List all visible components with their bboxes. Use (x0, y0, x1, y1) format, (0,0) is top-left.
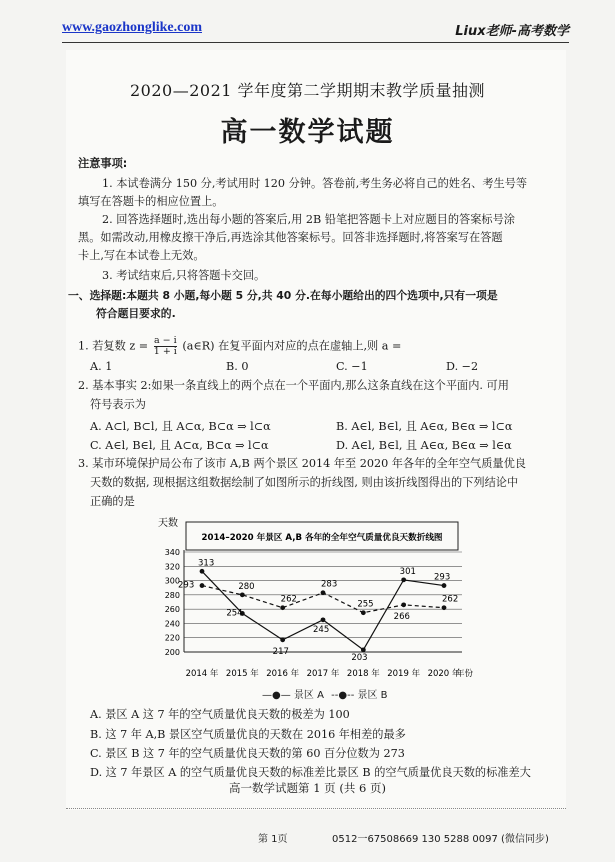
data-label-a: 293 (434, 572, 451, 583)
q3-stem-2: 天数的数据, 现根据这组数据绘制了如图所示的折线图, 则由该折线图得出的下列结论中 (90, 476, 519, 489)
y-tick-label: 340 (164, 548, 180, 557)
x-tick-label: 2017 年 (306, 669, 340, 679)
data-label-b: 266 (393, 611, 410, 622)
q2-stem-2: 符号表示为 (90, 398, 146, 411)
exam-main-title: 高一数学试题 (220, 117, 395, 148)
data-label-b: 283 (321, 579, 338, 590)
notes-line: 3. 考试结束后,只将答题卡交回。 (102, 269, 266, 282)
notes-line: 黑。如需改动,用橡皮擦干净后,再选涂其他答案标号。回答非选择题时,将答案写在答题 (78, 231, 503, 244)
q1-option-d: D. −2 (446, 360, 479, 373)
page-number: 第 1页 (258, 834, 288, 845)
q2-option-d: D. A∈l, B∈l, 且 A∈α, B∈α ⇒ l∈α (336, 439, 512, 452)
line-chart (150, 510, 474, 690)
data-point-b (321, 590, 326, 595)
data-label-a: 301 (399, 566, 416, 577)
y-tick-label: 220 (164, 633, 180, 643)
brand-label: Liux老师-高考数学 (455, 24, 569, 39)
y-tick-label: 280 (164, 590, 180, 600)
y-tick-label: 200 (164, 648, 180, 657)
data-point-b (280, 605, 285, 610)
data-point-a (361, 647, 366, 652)
data-point-a (200, 569, 205, 574)
q1-option-c: C. −1 (336, 360, 368, 373)
q3-option-b: B. 这 7 年 A,B 景区空气质量优良的天数在 2016 年相差的最多 (90, 728, 406, 741)
q2-option-a: A. A⊂l, B⊂l, 且 A⊂α, B⊂α ⇒ l⊂α (90, 420, 271, 433)
section-heading-2: 符合题目要求的. (96, 307, 176, 320)
notes-line: 卡上,写在本试卷上无效。 (78, 249, 205, 262)
chart-title: 2014–2020 年景区 A,B 各年的全年空气质量优良天数折线图 (201, 533, 443, 543)
x-tick-label: 2018 年 (346, 669, 380, 679)
data-label-b: 280 (238, 581, 255, 592)
data-point-b (240, 592, 245, 597)
x-tick-label: 2016 年 (266, 669, 300, 679)
data-point-a (280, 637, 285, 642)
q2-stem: 2. 基本事实 2:如果一条直线上的两个点在一个平面内,那么这条直线在这个平面内. 可用 (78, 379, 509, 392)
page-label: 高一数学试题第 1 页 (共 6 页) (229, 781, 386, 795)
chart-ylabel: 天数 (158, 518, 178, 529)
exam-title-line: 2020—2021 学年度第二学期期末教学质量抽测 (129, 81, 486, 100)
q1-option-b: B. 0 (226, 360, 249, 373)
data-label-a: 254 (226, 608, 243, 619)
q1-denominator: 1 + i (153, 346, 177, 357)
y-tick-label: 260 (164, 605, 180, 615)
notes-line: 填写在答题卡的相应位置上。 (78, 195, 224, 208)
section-heading: 一、选择题:本题共 8 小题,每小题 5 分,共 40 分.在每小题给出的四个选项中,只有一项是 (68, 289, 498, 302)
q3-option-d: D. 这 7 年景区 A 的空气质量优良天数的标准差比景区 B 的空气质量优良天数的标准差大 (90, 766, 531, 779)
data-point-b (361, 610, 366, 615)
notes-heading: 注意事项: (78, 157, 128, 170)
x-tick-label: 2014 年 (185, 669, 219, 679)
x-tick-label: 2015 年 (225, 669, 259, 679)
data-label-b: 255 (357, 599, 374, 610)
q3-stem-3: 正确的是 (90, 495, 135, 508)
data-label-a: 203 (351, 652, 368, 663)
notes-line: 2. 回答选择题时,选出每小题的答案后,用 2B 铅笔把答题卡上对应题目的答案标号涂 (102, 213, 515, 226)
q1-stem: 1. 若复数 z = $\frac{a - i}{1 + i}$ (a∈R) 在复平面内对应的点在虚轴上,则 a = (78, 335, 402, 357)
footer-divider (66, 808, 566, 809)
q2-option-c: C. A∈l, B∈l, 且 A⊂α, B⊂α ⇒ l⊂α (90, 439, 269, 452)
y-tick-label: 320 (164, 562, 180, 572)
y-tick-label: 300 (164, 576, 180, 586)
data-label-a: 313 (198, 558, 215, 569)
data-point-b (401, 602, 406, 607)
contact-phone: 0512一67508669 130 5288 0097 (微信同步) (332, 834, 549, 845)
y-tick-label: 240 (164, 619, 180, 629)
data-label-a: 217 (272, 646, 289, 657)
notes-line: 1. 本试卷满分 150 分,考试用时 120 分钟。答卷前,考生务必将自己的姓名、考生号等 (102, 177, 528, 190)
x-tick-label: 2020 年 (427, 669, 461, 679)
data-point-b (442, 605, 447, 610)
data-point-a (442, 583, 447, 588)
chart-legend (262, 688, 388, 704)
legend-a-label: 景区 A (293, 690, 324, 701)
data-label-b: 262 (442, 594, 459, 605)
x-tick-label: 2019 年 (387, 669, 421, 679)
data-label-b: 262 (280, 594, 297, 605)
x-axis-label: 年份 (456, 669, 474, 679)
legend-b-label: 景区 B (357, 690, 388, 701)
q3-option-c: C. 景区 B 这 7 年的空气质量优良天数的第 60 百分位数为 273 (90, 747, 405, 760)
data-label-a: 245 (313, 624, 330, 635)
legend-a-marker: —●— (262, 690, 291, 701)
q1-option-a: A. 1 (90, 360, 113, 373)
q2-option-b: B. A∈l, B∈l, 且 A∈α, B∈α ⇒ l⊂α (336, 420, 513, 433)
q3-option-a: A. 景区 A 这 7 年的空气质量优良天数的极差为 100 (90, 708, 350, 721)
q3-stem: 3. 某市环境保护局公布了该市 A,B 两个景区 2014 年至 2020 年各年的全年空气质量优良 (78, 457, 526, 470)
data-point-b (200, 583, 205, 588)
header-divider (62, 42, 569, 43)
data-point-a (321, 617, 326, 622)
data-label-b: 293 (178, 580, 195, 591)
data-point-a (401, 577, 406, 582)
legend-b-marker: --●-- (331, 690, 355, 701)
q1-numerator: a − i (153, 335, 177, 346)
site-link[interactable]: www.gaozhonglike.com (62, 20, 202, 35)
